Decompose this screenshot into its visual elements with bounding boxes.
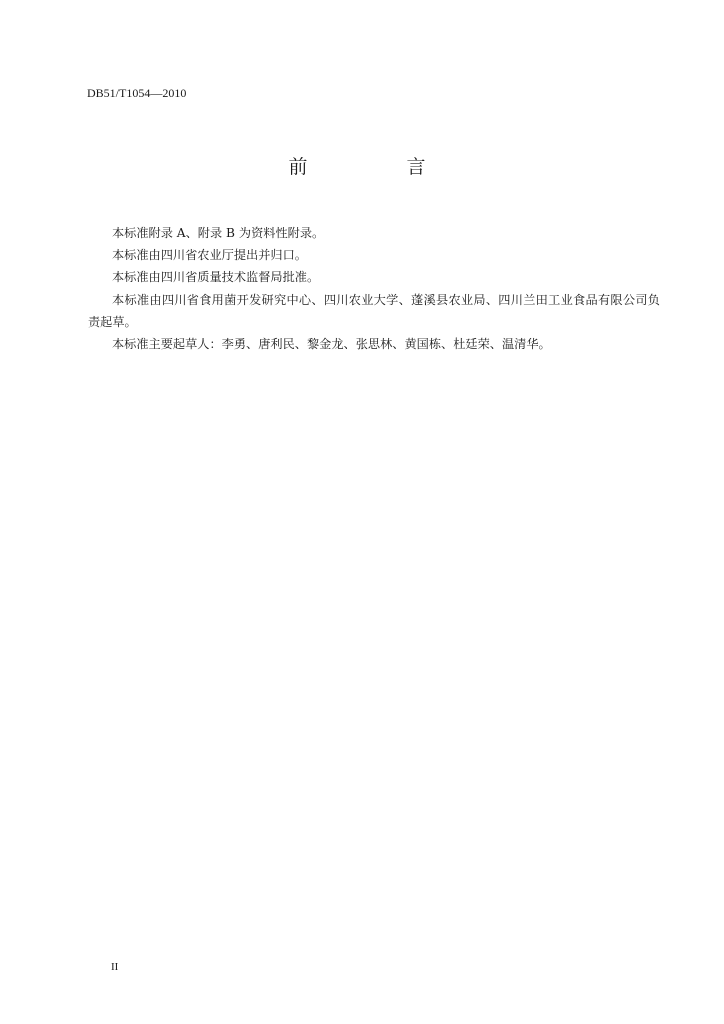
standard-code-header: DB51/T1054—2010 — [87, 86, 187, 100]
paragraph-drafting-units: 本标准由四川省食用菌开发研究中心、四川农业大学、蓬溪县农业局、四川兰田工业食品有限公司负责起草。 — [88, 292, 660, 329]
paragraph-proposer: 本标准由四川省农业厅提出并归口。 — [112, 248, 307, 263]
paragraph-appendix-note: 本标准附录 A、附录 B 为资料性附录。 — [112, 226, 325, 240]
page-number: II — [111, 961, 119, 973]
paragraph-drafters: 本标准主要起草人：李勇、唐利民、黎金龙、张思林、黄国栋、杜廷荣、温清华。 — [112, 337, 551, 352]
foreword-body — [88, 222, 660, 355]
page-title: 前 言 — [288, 156, 466, 178]
paragraph-approver: 本标准由四川省质量技术监督局批准。 — [112, 270, 320, 285]
